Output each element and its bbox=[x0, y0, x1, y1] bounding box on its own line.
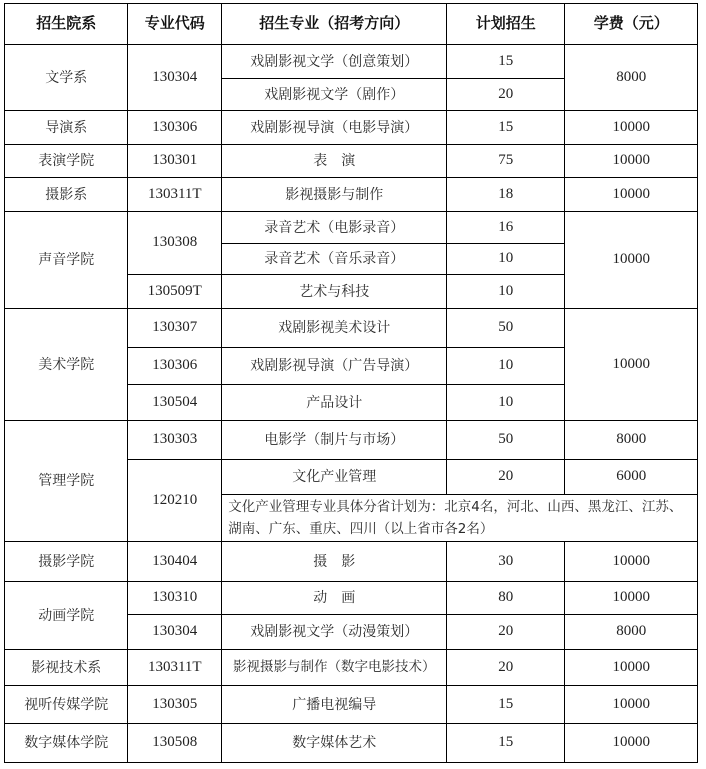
header-fee: 学费（元） bbox=[564, 3, 698, 45]
major-cell: 数字媒体艺术 bbox=[221, 723, 447, 763]
major-cell: 戏剧影视导演（电影导演） bbox=[221, 110, 447, 145]
dept-cell: 影视技术系 bbox=[4, 649, 128, 686]
major-cell: 动 画 bbox=[221, 581, 447, 615]
major-cell: 表 演 bbox=[221, 144, 447, 178]
code-cell: 130303 bbox=[127, 420, 222, 460]
quota-cell: 18 bbox=[446, 177, 565, 212]
major-cell: 戏剧影视导演（广告导演） bbox=[221, 347, 447, 385]
dept-cell: 管理学院 bbox=[4, 420, 128, 542]
quota-cell: 20 bbox=[446, 459, 565, 495]
code-cell: 130307 bbox=[127, 308, 222, 348]
fee-cell: 6000 bbox=[564, 459, 698, 495]
quota-cell: 10 bbox=[446, 384, 565, 421]
major-cell: 艺术与科技 bbox=[221, 274, 447, 309]
quota-cell: 20 bbox=[446, 78, 565, 111]
header-quota: 计划招生 bbox=[446, 3, 565, 45]
major-cell: 戏剧影视文学（创意策划） bbox=[221, 44, 447, 79]
major-cell: 戏剧影视文学（动漫策划） bbox=[221, 614, 447, 650]
dept-cell: 摄影系 bbox=[4, 177, 128, 212]
code-cell: 130504 bbox=[127, 384, 222, 421]
quota-cell: 75 bbox=[446, 144, 565, 178]
quota-cell: 50 bbox=[446, 308, 565, 348]
fee-cell: 10000 bbox=[564, 211, 698, 309]
fee-cell: 8000 bbox=[564, 614, 698, 650]
header-major: 招生专业（招考方向） bbox=[221, 3, 447, 45]
dept-cell: 声音学院 bbox=[4, 211, 128, 309]
quota-cell: 15 bbox=[446, 685, 565, 724]
fee-cell: 8000 bbox=[564, 420, 698, 460]
dept-cell: 导演系 bbox=[4, 110, 128, 145]
code-cell: 130404 bbox=[127, 541, 222, 582]
dept-cell: 视听传媒学院 bbox=[4, 685, 128, 724]
code-cell: 130311T bbox=[127, 649, 222, 686]
quota-cell: 10 bbox=[446, 274, 565, 309]
fee-cell: 10000 bbox=[564, 581, 698, 615]
quota-cell: 50 bbox=[446, 420, 565, 460]
code-cell: 130305 bbox=[127, 685, 222, 724]
header-department: 招生院系 bbox=[4, 3, 128, 45]
fee-cell: 10000 bbox=[564, 541, 698, 582]
fee-cell: 10000 bbox=[564, 649, 698, 686]
provincial-quota-note: 文化产业管理专业具体分省计划为：北京4名，河北、山西、黑龙江、江苏、湖南、广东、重庆、四川（以上省市各2名） bbox=[221, 494, 698, 542]
code-cell: 130304 bbox=[127, 614, 222, 650]
fee-cell: 10000 bbox=[564, 144, 698, 178]
dept-cell: 美术学院 bbox=[4, 308, 128, 421]
fee-cell: 10000 bbox=[564, 685, 698, 724]
fee-cell: 10000 bbox=[564, 177, 698, 212]
quota-cell: 20 bbox=[446, 649, 565, 686]
quota-cell: 30 bbox=[446, 541, 565, 582]
code-cell: 130311T bbox=[127, 177, 222, 212]
fee-cell: 10000 bbox=[564, 308, 698, 421]
major-cell: 电影学（制片与市场） bbox=[221, 420, 447, 460]
major-cell: 文化产业管理 bbox=[221, 459, 447, 495]
major-cell: 产品设计 bbox=[221, 384, 447, 421]
header-major-code: 专业代码 bbox=[127, 3, 222, 45]
dept-cell: 表演学院 bbox=[4, 144, 128, 178]
major-cell: 影视摄影与制作 bbox=[221, 177, 447, 212]
code-cell: 130301 bbox=[127, 144, 222, 178]
code-cell: 130308 bbox=[127, 211, 222, 275]
dept-cell: 文学系 bbox=[4, 44, 128, 111]
major-cell: 录音艺术（音乐录音） bbox=[221, 243, 447, 275]
quota-cell: 10 bbox=[446, 243, 565, 275]
major-cell: 戏剧影视文学（剧作） bbox=[221, 78, 447, 111]
code-cell: 130508 bbox=[127, 723, 222, 763]
major-cell: 影视摄影与制作（数字电影技术） bbox=[221, 649, 447, 686]
quota-cell: 15 bbox=[446, 110, 565, 145]
code-cell: 130306 bbox=[127, 110, 222, 145]
quota-cell: 10 bbox=[446, 347, 565, 385]
code-cell: 120210 bbox=[127, 459, 222, 542]
code-cell: 130310 bbox=[127, 581, 222, 615]
dept-cell: 摄影学院 bbox=[4, 541, 128, 582]
dept-cell: 动画学院 bbox=[4, 581, 128, 650]
code-cell: 130304 bbox=[127, 44, 222, 111]
major-cell: 广播电视编导 bbox=[221, 685, 447, 724]
major-cell: 录音艺术（电影录音） bbox=[221, 211, 447, 244]
quota-cell: 20 bbox=[446, 614, 565, 650]
code-cell: 130509T bbox=[127, 274, 222, 309]
fee-cell: 8000 bbox=[564, 44, 698, 111]
major-cell: 戏剧影视美术设计 bbox=[221, 308, 447, 348]
fee-cell: 10000 bbox=[564, 723, 698, 763]
quota-cell: 80 bbox=[446, 581, 565, 615]
quota-cell: 15 bbox=[446, 44, 565, 79]
quota-cell: 16 bbox=[446, 211, 565, 244]
code-cell: 130306 bbox=[127, 347, 222, 385]
quota-cell: 15 bbox=[446, 723, 565, 763]
fee-cell: 10000 bbox=[564, 110, 698, 145]
dept-cell: 数字媒体学院 bbox=[4, 723, 128, 763]
major-cell: 摄 影 bbox=[221, 541, 447, 582]
